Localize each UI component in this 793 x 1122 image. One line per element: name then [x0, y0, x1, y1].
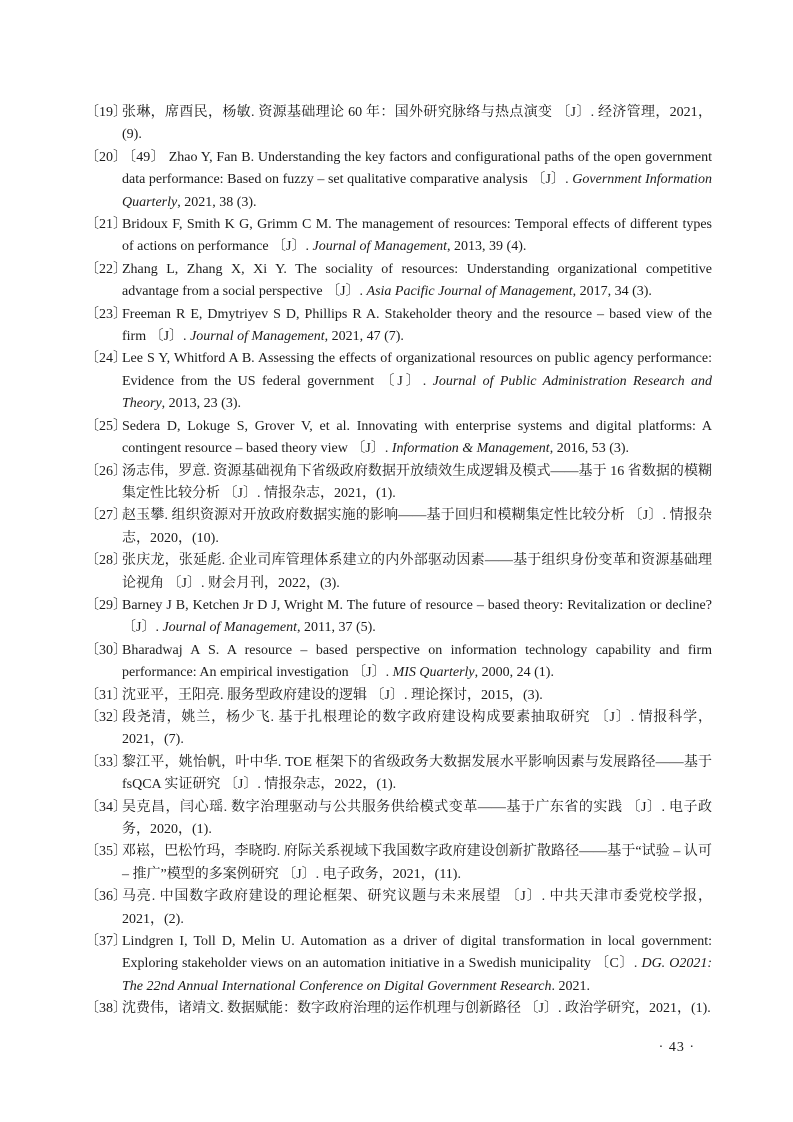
- reference-item: [85, 505, 712, 550]
- reference-text-segment: 张琳，席酉民，杨敏. 资源基础理论 60 年：国外研究脉络与热点演变 〔J〕. 经济管理，2021，(9).: [122, 105, 712, 143]
- journal-title: Government Information Quarterly: [122, 172, 713, 210]
- journal-title: DG. O2021: The 22nd Annual International Conference on Digital Government Research: [122, 956, 712, 994]
- reference-item: [85, 595, 712, 640]
- reference-text-segment: , 2017, 34 (3).: [572, 284, 652, 300]
- reference-number: 〔36〕: [85, 889, 127, 905]
- reference-number: 〔30〕: [85, 642, 127, 658]
- reference-text-segment: , 2016, 53 (3).: [549, 441, 630, 457]
- reference-text: [122, 217, 712, 254]
- reference-item: [85, 886, 712, 931]
- reference-text-segment: 黎江平，姚怡帆，叶中华. TOE 框架下的省级政务大数据发展水平影响因素与发展路径——基于 fsQCA 实证研究 〔J〕. 情报杂志，2022，(1).: [122, 754, 712, 793]
- reference-item: [85, 685, 712, 707]
- reference-text-segment: 马亮. 中国数字政府建设的理论框架、研究议题与未来展望 〔J〕. 中共天津市委党校学报，2021，(2).: [122, 889, 712, 927]
- reference-number: 〔32〕: [85, 709, 127, 725]
- reference-item: [85, 259, 712, 304]
- reference-text-segment: , 2000, 24 (1).: [474, 665, 554, 681]
- reference-item: [85, 304, 712, 349]
- reference-number: 〔26〕: [85, 463, 127, 479]
- reference-text-segment: 沈亚平，王阳亮. 服务型政府建设的逻辑 〔J〕. 理论探讨，2015，(3).: [122, 687, 543, 703]
- journal-title: Journal of Management: [312, 239, 448, 255]
- reference-text: [122, 1001, 711, 1016]
- reference-text-segment: 吴克昌，闫心瑶. 数字治理驱动与公共服务供给模式变革——基于广东省的实践 〔J〕. 电子政务，2020，(1).: [122, 799, 712, 837]
- journal-title: MIS Quarterly: [392, 665, 475, 681]
- reference-text: [122, 710, 712, 747]
- reference-item: [85, 752, 712, 797]
- reference-text-segment: 赵玉攀. 组织资源对开放政府数据实施的影响——基于回归和模糊集定性比较分析 〔J〕. 情报杂志，2020，(10).: [122, 508, 712, 546]
- reference-text-segment: 段尧清，姚兰，杨少飞. 基于扎根理论的数字政府建设构成要素抽取研究 〔J〕. 情报科学，2021，(7).: [122, 709, 712, 748]
- reference-text-segment: 沈费伟，诸靖文. 数据赋能：数字政府治理的运作机理与创新路径 〔J〕. 政治学研究，2021，(1).: [122, 1001, 711, 1017]
- reference-text-segment: Bharadwaj A S. A resource – based perspective on information technology capability and firm performance: An empirical investigation 〔J〕.: [122, 642, 712, 681]
- reference-text-segment: Freeman R E, Dmytriyev S D, Phillips R A. Stakeholder theory and the resource – based view of the firm 〔J〕.: [122, 306, 712, 345]
- reference-item: [85, 841, 712, 886]
- reference-text: [122, 307, 712, 344]
- reference-text-segment: 〔49〕 Zhao Y, Fan B. Understanding the key factors and configurational paths of the open government data performance: Based on fuzzy – set qualitative comparative analysis 〔J〕.: [122, 149, 712, 188]
- reference-text: [122, 800, 712, 837]
- reference-text-segment: Zhang L, Zhang X, Xi Y. The sociality of resources: Understanding organizational competitive advantage from a social perspective 〔J〕.: [122, 261, 712, 300]
- reference-text-segment: Bridoux F, Smith K G, Grimm C M. The management of resources: Temporal effects of different types of actions on performance 〔J〕.: [122, 217, 712, 255]
- reference-number: 〔37〕: [85, 934, 127, 950]
- reference-number: 〔28〕: [85, 553, 127, 569]
- reference-text: [122, 105, 712, 142]
- reference-text-segment: 邓崧，巴松竹玛，李晓昀. 府际关系视域下我国数字政府建设创新扩散路径——基于“试验 – 认可 – 推广”模型的多案例研究 〔J〕. 电子政务，2021，(11).: [122, 844, 712, 882]
- reference-text-segment: Barney J B, Ketchen Jr D J, Wright M. The future of resource – based theory: Revitalization or decline? 〔J〕.: [122, 597, 712, 636]
- reference-number: 〔24〕: [85, 351, 127, 367]
- reference-text-segment: . 2021.: [551, 978, 591, 994]
- journal-title: Asia Pacific Journal of Management: [366, 284, 573, 300]
- reference-item: [85, 640, 712, 685]
- reference-text: [122, 419, 712, 456]
- journal-title: Journal of Public Administration Research and Theory: [122, 373, 712, 412]
- reference-item: [85, 461, 712, 506]
- reference-text-segment: , 2013, 39 (4).: [447, 239, 527, 255]
- reference-text: [122, 755, 712, 792]
- reference-text: [122, 688, 543, 703]
- journal-title: Journal of Management: [190, 329, 325, 345]
- reference-text-segment: 张庆龙，张延彪. 企业司库管理体系建立的内外部驱动因素——基于组织身份变革和资源基础理论视角 〔J〕. 财会月刊，2022，(3).: [122, 553, 712, 591]
- reference-text-segment: Sedera D, Lokuge S, Grover V, et al. Innovating with enterprise systems and digital platforms: A contingent resource – based theory view 〔J〕.: [122, 418, 712, 457]
- reference-text: [122, 262, 712, 299]
- reference-number: 〔23〕: [85, 306, 127, 322]
- reference-text: [122, 553, 712, 590]
- journal-title: Information & Management: [391, 441, 550, 457]
- page-number: · 43 ·: [658, 1039, 695, 1055]
- reference-text: [122, 150, 712, 210]
- reference-text-segment: Lindgren I, Toll D, Melin U. Automation as a driver of digital transformation in local government: Exploring stakeholder views on an automation initiative in a Swedish municipality 〔C〕.: [122, 934, 712, 972]
- reference-text: [122, 643, 712, 680]
- reference-text: [122, 464, 712, 501]
- reference-item: [85, 102, 712, 147]
- reference-text: [122, 934, 712, 994]
- reference-item: [85, 707, 712, 752]
- reference-number: 〔35〕: [85, 844, 127, 860]
- reference-item: [85, 147, 712, 214]
- reference-number: 〔25〕: [85, 418, 127, 434]
- reference-number: 〔19〕: [85, 105, 127, 120]
- reference-item: [85, 416, 712, 461]
- reference-number: 〔38〕: [85, 1001, 127, 1017]
- reference-text-segment: , 2021, 38 (3).: [177, 194, 257, 210]
- reference-item: [85, 797, 712, 842]
- reference-text: [122, 889, 712, 926]
- reference-text: [122, 844, 712, 881]
- reference-item: [85, 931, 712, 998]
- reference-number: 〔33〕: [85, 754, 127, 770]
- reference-number: 〔27〕: [85, 508, 127, 524]
- reference-text-segment: , 2011, 37 (5).: [296, 620, 376, 636]
- reference-number: 〔31〕: [85, 687, 127, 703]
- reference-number: 〔34〕: [85, 799, 127, 815]
- reference-text-segment: Lee S Y, Whitford A B. Assessing the effects of organizational resources on public agency performance: Evidence from the US federal government 〔J〕.: [122, 351, 712, 389]
- reference-text-segment: , 2013, 23 (3).: [161, 396, 241, 412]
- reference-text-segment: 汤志伟，罗意. 资源基础视角下省级政府数据开放绩效生成逻辑及模式——基于 16 省数据的模糊集定性比较分析 〔J〕. 情报杂志，2021，(1).: [122, 463, 712, 501]
- reference-number: 〔20〕: [85, 149, 127, 165]
- reference-number: 〔29〕: [85, 597, 127, 613]
- reference-number: 〔22〕: [85, 261, 127, 277]
- reference-item: [85, 550, 712, 595]
- references-list: [85, 102, 712, 1021]
- journal-title: Journal of Management: [162, 620, 297, 636]
- reference-text-segment: , 2021, 47 (7).: [324, 329, 404, 345]
- reference-text: [122, 598, 712, 635]
- reference-item: [85, 998, 712, 1020]
- reference-text: [122, 351, 712, 411]
- reference-text: [122, 508, 712, 545]
- reference-item: [85, 214, 712, 259]
- reference-item: [85, 348, 712, 415]
- reference-number: 〔21〕: [85, 217, 127, 233]
